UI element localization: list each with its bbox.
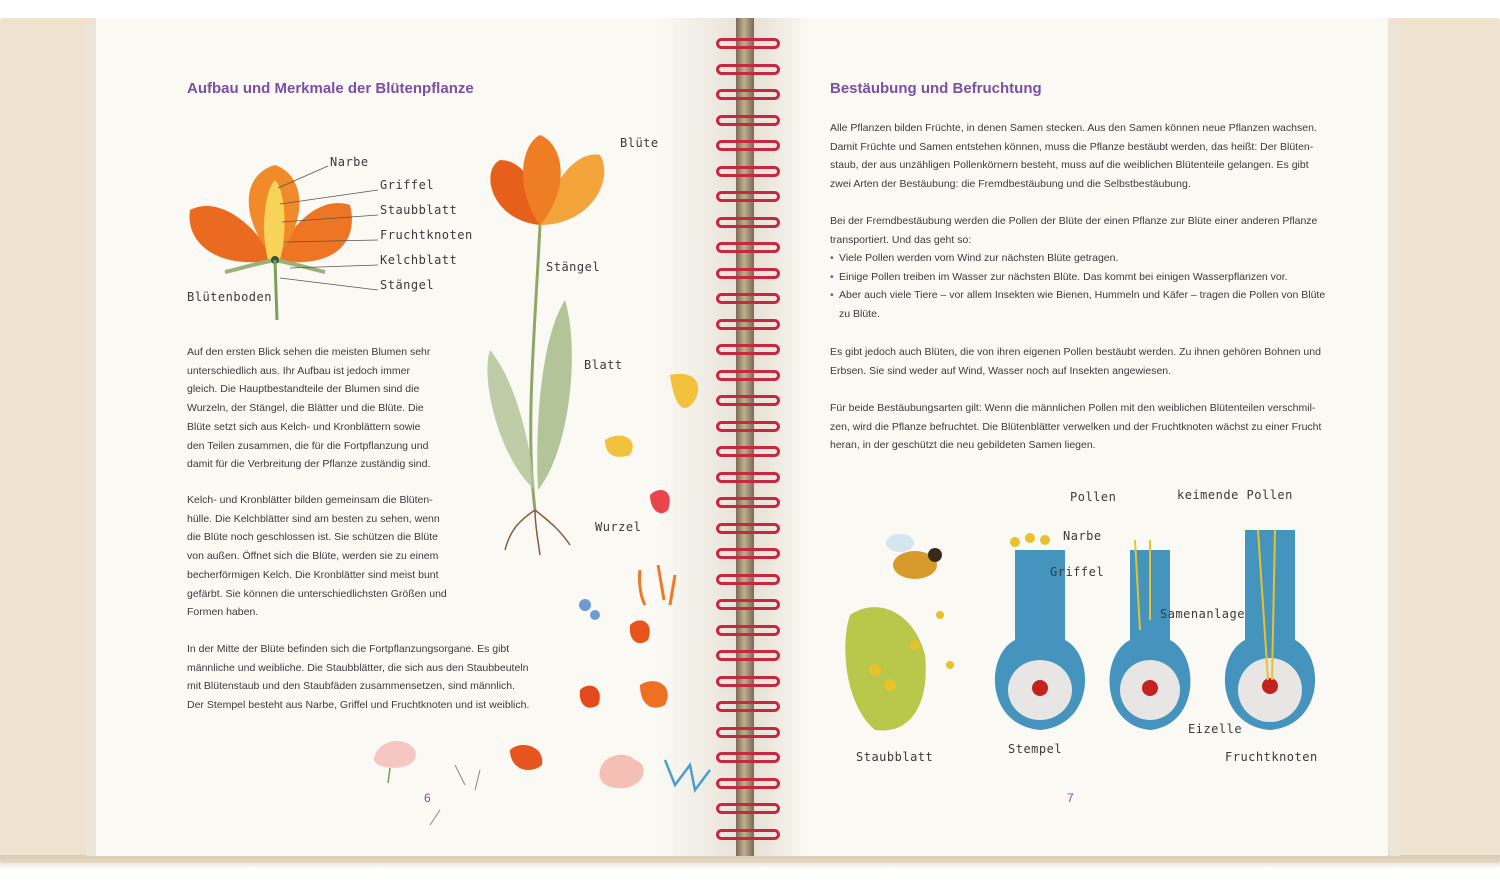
cover-shadow: [0, 855, 1500, 869]
text-line: Erbsen. Sie sind weder auf Wind, Wasser noch auf Insekten angewiesen.: [830, 364, 1172, 377]
label-fruchtknoten: Fruchtknoten: [380, 228, 473, 242]
left-paragraph-2: [187, 491, 447, 622]
text-line: In der Mitte der Blüte befinden sich die Fortpflanzungsorgane. Es gibt: [187, 643, 510, 655]
text-line: becherförmigen Kelch. Die Kronblätter sind meist bunt: [187, 568, 439, 581]
spiral-ring: [716, 650, 780, 661]
spiral-ring: [716, 89, 780, 100]
spiral-ring: [716, 344, 780, 355]
label-pollen: Pollen: [1070, 490, 1117, 504]
spiral-ring: [716, 319, 780, 330]
page-number-left: 6: [424, 791, 431, 805]
text-line: Kelch- und Kronblätter bilden gemeinsam die Blüten-: [187, 494, 433, 506]
text-line: zu Blüte.: [839, 308, 880, 320]
text-line: Alle Pflanzen bilden Früchte, in denen Samen stecken. Aus den Samen können neue Pflanzen wachsen.: [830, 122, 1317, 134]
spiral-ring: [716, 242, 780, 253]
spiral-ring: [716, 293, 780, 304]
label-eizelle: Eizelle: [1188, 722, 1243, 736]
left-page-edge: [86, 24, 96, 856]
spiral-ring: [716, 166, 780, 177]
right-paragraph-3: [830, 343, 1321, 380]
spiral-ring: [716, 727, 780, 738]
spiral-ring: [716, 395, 780, 406]
label-narbe: Narbe: [330, 155, 369, 169]
spiral-ring: [716, 625, 780, 636]
right-page-edge: [1390, 24, 1400, 856]
left-page-heading: Aufbau und Merkmale der Blütenpflanze: [187, 80, 474, 97]
pistil-diagrams-illustration: [990, 530, 1320, 740]
spiral-ring: [716, 421, 780, 432]
right-paragraph-2: [830, 212, 1317, 249]
bullet-item: • Viele Pollen werden vom Wind zur nächsten Blüte getragen.: [830, 249, 1325, 268]
label-blatt: Blatt: [584, 358, 623, 372]
spiral-ring: [716, 38, 780, 49]
dandelion-and-blossom-illustration: [370, 735, 550, 835]
label-narbe-right: Narbe: [1063, 529, 1102, 543]
text-line: unterschiedlich aus. Ihr Aufbau ist jedoch immer: [187, 364, 410, 377]
text-line: Wurzeln, der Stängel, die Blätter und die Blüte. Die: [187, 402, 424, 415]
spiral-ring: [716, 676, 780, 687]
spiral-ring: [716, 548, 780, 559]
spiral-ring: [716, 370, 780, 381]
spiral-ring: [716, 752, 780, 763]
text-line: heran, in der geschützt die neu gebildeten Samen liegen.: [830, 439, 1096, 452]
left-paragraph-1: [187, 343, 430, 474]
label-keimende-pollen: keimende Pollen: [1177, 488, 1293, 502]
text-line: gefärbt. Sie können die unterschiedlichsten Größen und: [187, 587, 447, 600]
spiral-ring: [716, 217, 780, 228]
text-line: den Teilen zusammen, die für die Fortpflanzung und: [187, 439, 429, 452]
label-stempel: Stempel: [1008, 742, 1063, 756]
text-line: transportiert. Und das geht so:: [830, 233, 972, 246]
label-griffel-right: Griffel: [1050, 565, 1105, 579]
spiral-ring: [716, 268, 780, 279]
bullet-continuation: [839, 305, 880, 324]
spiral-ring: [716, 523, 780, 534]
spiral-ring: [716, 829, 780, 840]
spiral-ring: [716, 599, 780, 610]
label-staubblatt-right: Staubblatt: [856, 750, 934, 764]
right-page-heading: Bestäubung und Befruchtung: [830, 80, 1042, 97]
flower-label-lines: [270, 160, 380, 300]
right-paragraph-1: [830, 119, 1317, 194]
text-line: die Blüte noch geschlossen ist. Sie schützen die Blüte: [187, 531, 438, 544]
spiral-ring: [716, 64, 780, 75]
text-line: Blüte setzt sich aus Kelch- und Kronblättern sowie: [187, 420, 421, 433]
text-line: hülle. Die Kelchblätter sind am besten zu sehen, wenn: [187, 512, 440, 525]
spiral-ring: [716, 497, 780, 508]
label-griffel: Griffel: [380, 178, 435, 192]
label-wurzel: Wurzel: [595, 520, 642, 534]
label-samenanlage: Samenanlage: [1160, 607, 1245, 621]
bullet-item: • Einige Pollen treiben im Wasser zur nächsten Blüte. Das kommt bei einigen Wasserpflanzen vor.: [830, 268, 1325, 287]
text-line: zwei Arten der Bestäubung: die Fremdbestäubung und die Selbstbestäubung.: [830, 178, 1191, 191]
label-bluete: Blüte: [620, 136, 659, 150]
decorative-flowers-illustration: [560, 360, 720, 720]
spiral-ring: [716, 701, 780, 712]
spiral-ring: [716, 574, 780, 585]
bee-and-stamen-illustration: [830, 515, 960, 755]
label-staubblatt: Staubblatt: [380, 203, 458, 217]
text-line: Auf den ersten Blick sehen die meisten Blumen sehr: [187, 346, 431, 358]
spiral-ring: [716, 191, 780, 202]
text-line: Der Stempel besteht aus Narbe, Griffel und Fruchtknoten und ist weiblich.: [187, 699, 530, 712]
label-fruchtknoten-right: Fruchtknoten: [1225, 750, 1318, 764]
pollination-bullet-list: [830, 249, 1325, 305]
spiral-ring: [716, 115, 780, 126]
text-line: gleich. Die Hauptbestandteile der Blumen sind die: [187, 383, 420, 396]
left-paragraph-3: [187, 640, 529, 715]
text-line: männliche und weibliche. Die Staubblätter, die sich aus den Staubbeuteln: [187, 661, 529, 674]
text-line: Damit Früchte und Samen entstehen können, muss die Pflanze bestäubt werden, das heißt: Der Blüten-: [830, 140, 1314, 153]
spiral-ring: [716, 446, 780, 457]
text-line: von außen. Öffnet sich die Blüte, werden sie zu einem: [187, 550, 439, 563]
text-line: Es gibt jedoch auch Blüten, die von ihren eigenen Pollen bestäubt werden. Zu ihnen gehören Bohnen und: [830, 346, 1321, 358]
text-line: staub, der aus unzähligen Pollenkörnern besteht, muss auf die weiblichen Blütenteile gelangen. Es gibt: [830, 159, 1309, 172]
text-line: Bei der Fremdbestäubung werden die Pollen der Blüte der einen Pflanze zur Blüte einer anderen Pflanze: [830, 215, 1318, 227]
pink-blossom-illustration: [595, 740, 725, 810]
text-line: Für beide Bestäubungsarten gilt: Wenn die männlichen Pollen mit den weiblichen Blütenteilen verschmil-: [830, 402, 1316, 414]
label-bluetenboden: Blütenboden: [187, 290, 272, 304]
label-staengel: Stängel: [380, 278, 435, 292]
spiral-ring: [716, 472, 780, 483]
text-line: Formen haben.: [187, 606, 259, 619]
spiral-ring: [716, 778, 780, 789]
bullet-item: • Aber auch viele Tiere – vor allem Insekten wie Bienen, Hummeln und Käfer – tragen die Pollen von Blüte: [830, 286, 1325, 305]
spiral-ring: [716, 803, 780, 814]
right-paragraph-4: [830, 399, 1321, 455]
spiral-ring: [716, 140, 780, 151]
label-plant-staengel: Stängel: [546, 260, 601, 274]
text-line: mit Blütenstaub und den Staubfäden zusammensetzen, sind männlich.: [187, 680, 516, 693]
page-number-right: 7: [1067, 791, 1074, 805]
label-kelchblatt: Kelchblatt: [380, 253, 458, 267]
text-line: zen, wird die Pflanze befruchtet. Die Blütenblätter verwelken und der Fruchtknoten wächst zu einer Frucht: [830, 420, 1322, 433]
text-line: damit für die Verbreitung der Pflanze zuständig sind.: [187, 458, 431, 471]
